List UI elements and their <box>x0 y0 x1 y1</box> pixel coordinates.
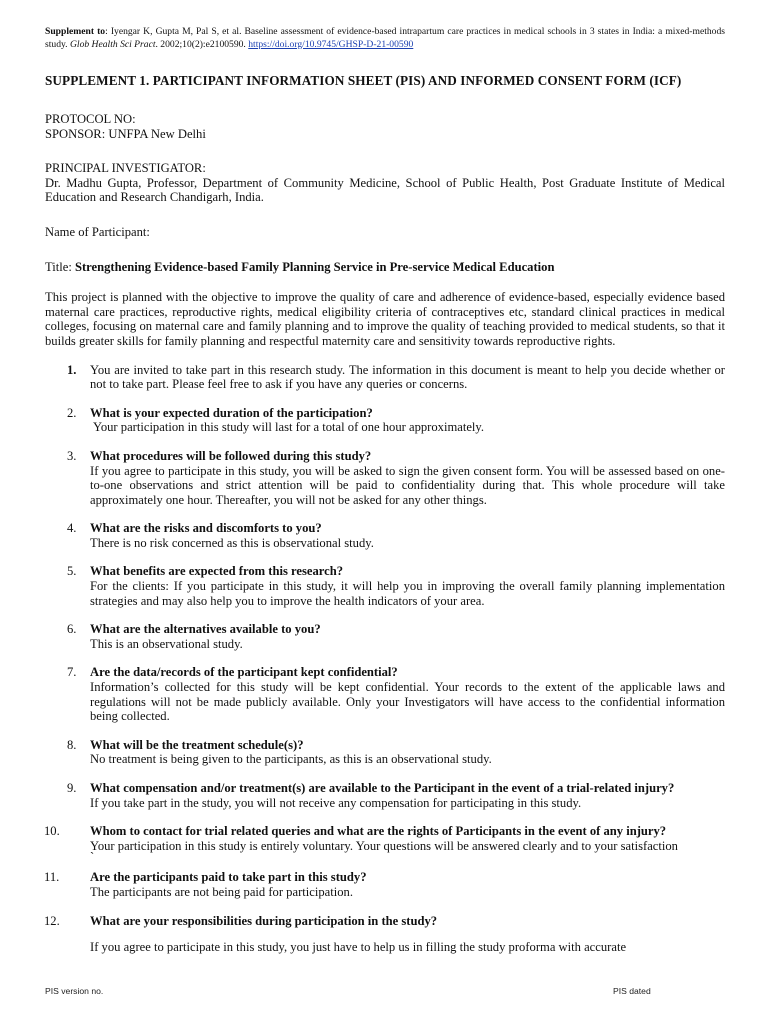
list-item <box>45 781 725 810</box>
item-number: 8. <box>67 737 77 752</box>
item-question: Are the participants paid to take part in this study? <box>90 870 367 885</box>
footer-version: PIS version no. <box>45 986 104 996</box>
item-number: 3. <box>67 448 77 463</box>
item-answer: The participants are not being paid for participation. <box>90 884 353 899</box>
doi-link[interactable]: https://doi.org/10.9745/GHSP-D-21-00590 <box>248 38 414 50</box>
document-page <box>45 26 725 955</box>
citation-text: : Iyengar K, Gupta M, Pal S, et al. Baseline assessment of evidence-based intrapartum care practices in medical schools in 3 states in India: a mixed-methods study. <box>45 26 726 50</box>
item-question: What benefits are expected from this research? <box>90 564 343 579</box>
supplement-label: Supplement to <box>45 26 106 37</box>
item-number: 10. <box>44 824 60 839</box>
list-item <box>45 622 725 651</box>
study-title-label: Title: <box>45 259 75 274</box>
protocol-number: PROTOCOL NO: <box>45 112 136 126</box>
item-question: What will be the treatment schedule(s)? <box>90 737 304 752</box>
list-item <box>44 824 725 865</box>
study-title <box>45 260 725 275</box>
list-item <box>45 449 725 507</box>
item-question: Are the data/records of the participant kept confidential? <box>90 665 398 680</box>
item-answer: If you agree to participate in this study, you will be asked to sign the given consent form. You will be assessed based on one-to-one observations and strict attention will be paid to confidentiality during that. This whole procedure will take approximately one hour. Thereafter, you will not be asked for any other things. <box>90 463 725 507</box>
item-answer: If you take part in the study, you will not receive any compensation for participating in this study. <box>90 795 582 810</box>
item-number: 9. <box>67 781 77 795</box>
item-answer: There is no risk concerned as this is observational study. <box>90 535 374 550</box>
participant-name-label: Name of Participant: <box>45 224 150 239</box>
item-number: 4. <box>67 521 77 536</box>
list-item <box>45 363 725 392</box>
item-number: 11. <box>44 870 60 885</box>
document-title: SUPPLEMENT 1. PARTICIPANT INFORMATION SHEET (PIS) AND INFORMED CONSENT FORM (ICF) <box>45 73 682 88</box>
list-item <box>45 406 725 435</box>
item-answer: This is an observational study. <box>90 636 243 651</box>
list-item <box>45 870 725 899</box>
item-answer-mark: ` <box>90 850 95 865</box>
list-item <box>45 914 725 929</box>
list-item <box>45 738 725 767</box>
list-item <box>45 521 725 550</box>
item-number: 2. <box>67 405 77 420</box>
item-question: What are the risks and discomforts to you? <box>90 521 322 536</box>
item-number: 6. <box>67 622 77 637</box>
intro-paragraph: This project is planned with the objective to improve the quality of care and adherence of evidence-based, especially evidence based maternal care practices, reproductive rights, medical eligibility criteria of contraceptives etc, standard clinical practices in medical colleges, focusing on maternal care and family planning and to improve the quality of teaching provided to medical students, so that it builds greater skills for family planning and respectful maternity care and sensitivity towards reproductive rights. <box>45 290 725 348</box>
item-question: What are your responsibilities during participation in the study? <box>90 913 438 928</box>
item-number: 12. <box>44 913 60 928</box>
responsibilities-paragraph: If you agree to participate in this study, you just have to help us in filling the study proforma with accurate <box>90 940 627 955</box>
item-answer: Information’s collected for this study will be kept confidential. Your records to the extent of the applicable laws and regulations will not be made publicly available. Only your Investigators will have access to the confidential information being collected. <box>90 680 725 724</box>
citation-volume: . 2002;10(2):e2100590. <box>155 38 249 50</box>
footer-date: PIS dated <box>613 986 651 996</box>
item-question: What are the alternatives available to you? <box>90 622 321 637</box>
item-number: 5. <box>67 564 77 579</box>
item-answer: Your participation in this study is entirely voluntary. Your questions will be answered clearly and to your satisfaction <box>90 838 678 853</box>
item-number: 7. <box>67 665 77 680</box>
list-item <box>45 564 725 608</box>
journal-name: Glob Health Sci Pract <box>69 38 156 50</box>
item-answer: No treatment is being given to the participants, as this is an observational study. <box>90 752 492 767</box>
item-question: Whom to contact for trial related queries and what are the rights of Participants in the event of any injury? <box>90 824 667 839</box>
pi-label: PRINCIPAL INVESTIGATOR: <box>45 161 206 176</box>
item-answer: For the clients: If you participate in this study, it will help you in improving the overall family planning implementation strategies and may also help you to improve the health indicators of your area. <box>90 579 725 608</box>
faq-list <box>45 363 725 929</box>
item-answer: Your participation in this study will last for a total of one hour approximately. <box>93 420 485 435</box>
item-question: What procedures will be followed during this study? <box>90 448 372 463</box>
list-item <box>45 665 725 723</box>
item-question: What compensation and/or treatment(s) are available to the Participant in the event of a trial-related injury? <box>90 781 675 795</box>
item-question: What is your expected duration of the participation? <box>90 405 373 420</box>
item-answer: You are invited to take part in this research study. The information in this document is meant to help you decide whether or not to take part. Please feel free to ask if you have any queries or concerns. <box>90 362 725 392</box>
item-number: 1. <box>67 362 77 377</box>
supplement-citation <box>45 26 725 51</box>
study-title-text: Strengthening Evidence-based Family Planning Service in Pre-service Medical Education <box>74 259 555 274</box>
pi-details: Dr. Madhu Gupta, Professor, Department of Community Medicine, School of Public Health, Post Graduate Institute of Medical Education and Research Chandigarh, India. <box>45 175 725 205</box>
sponsor: SPONSOR: UNFPA New Delhi <box>45 126 206 141</box>
